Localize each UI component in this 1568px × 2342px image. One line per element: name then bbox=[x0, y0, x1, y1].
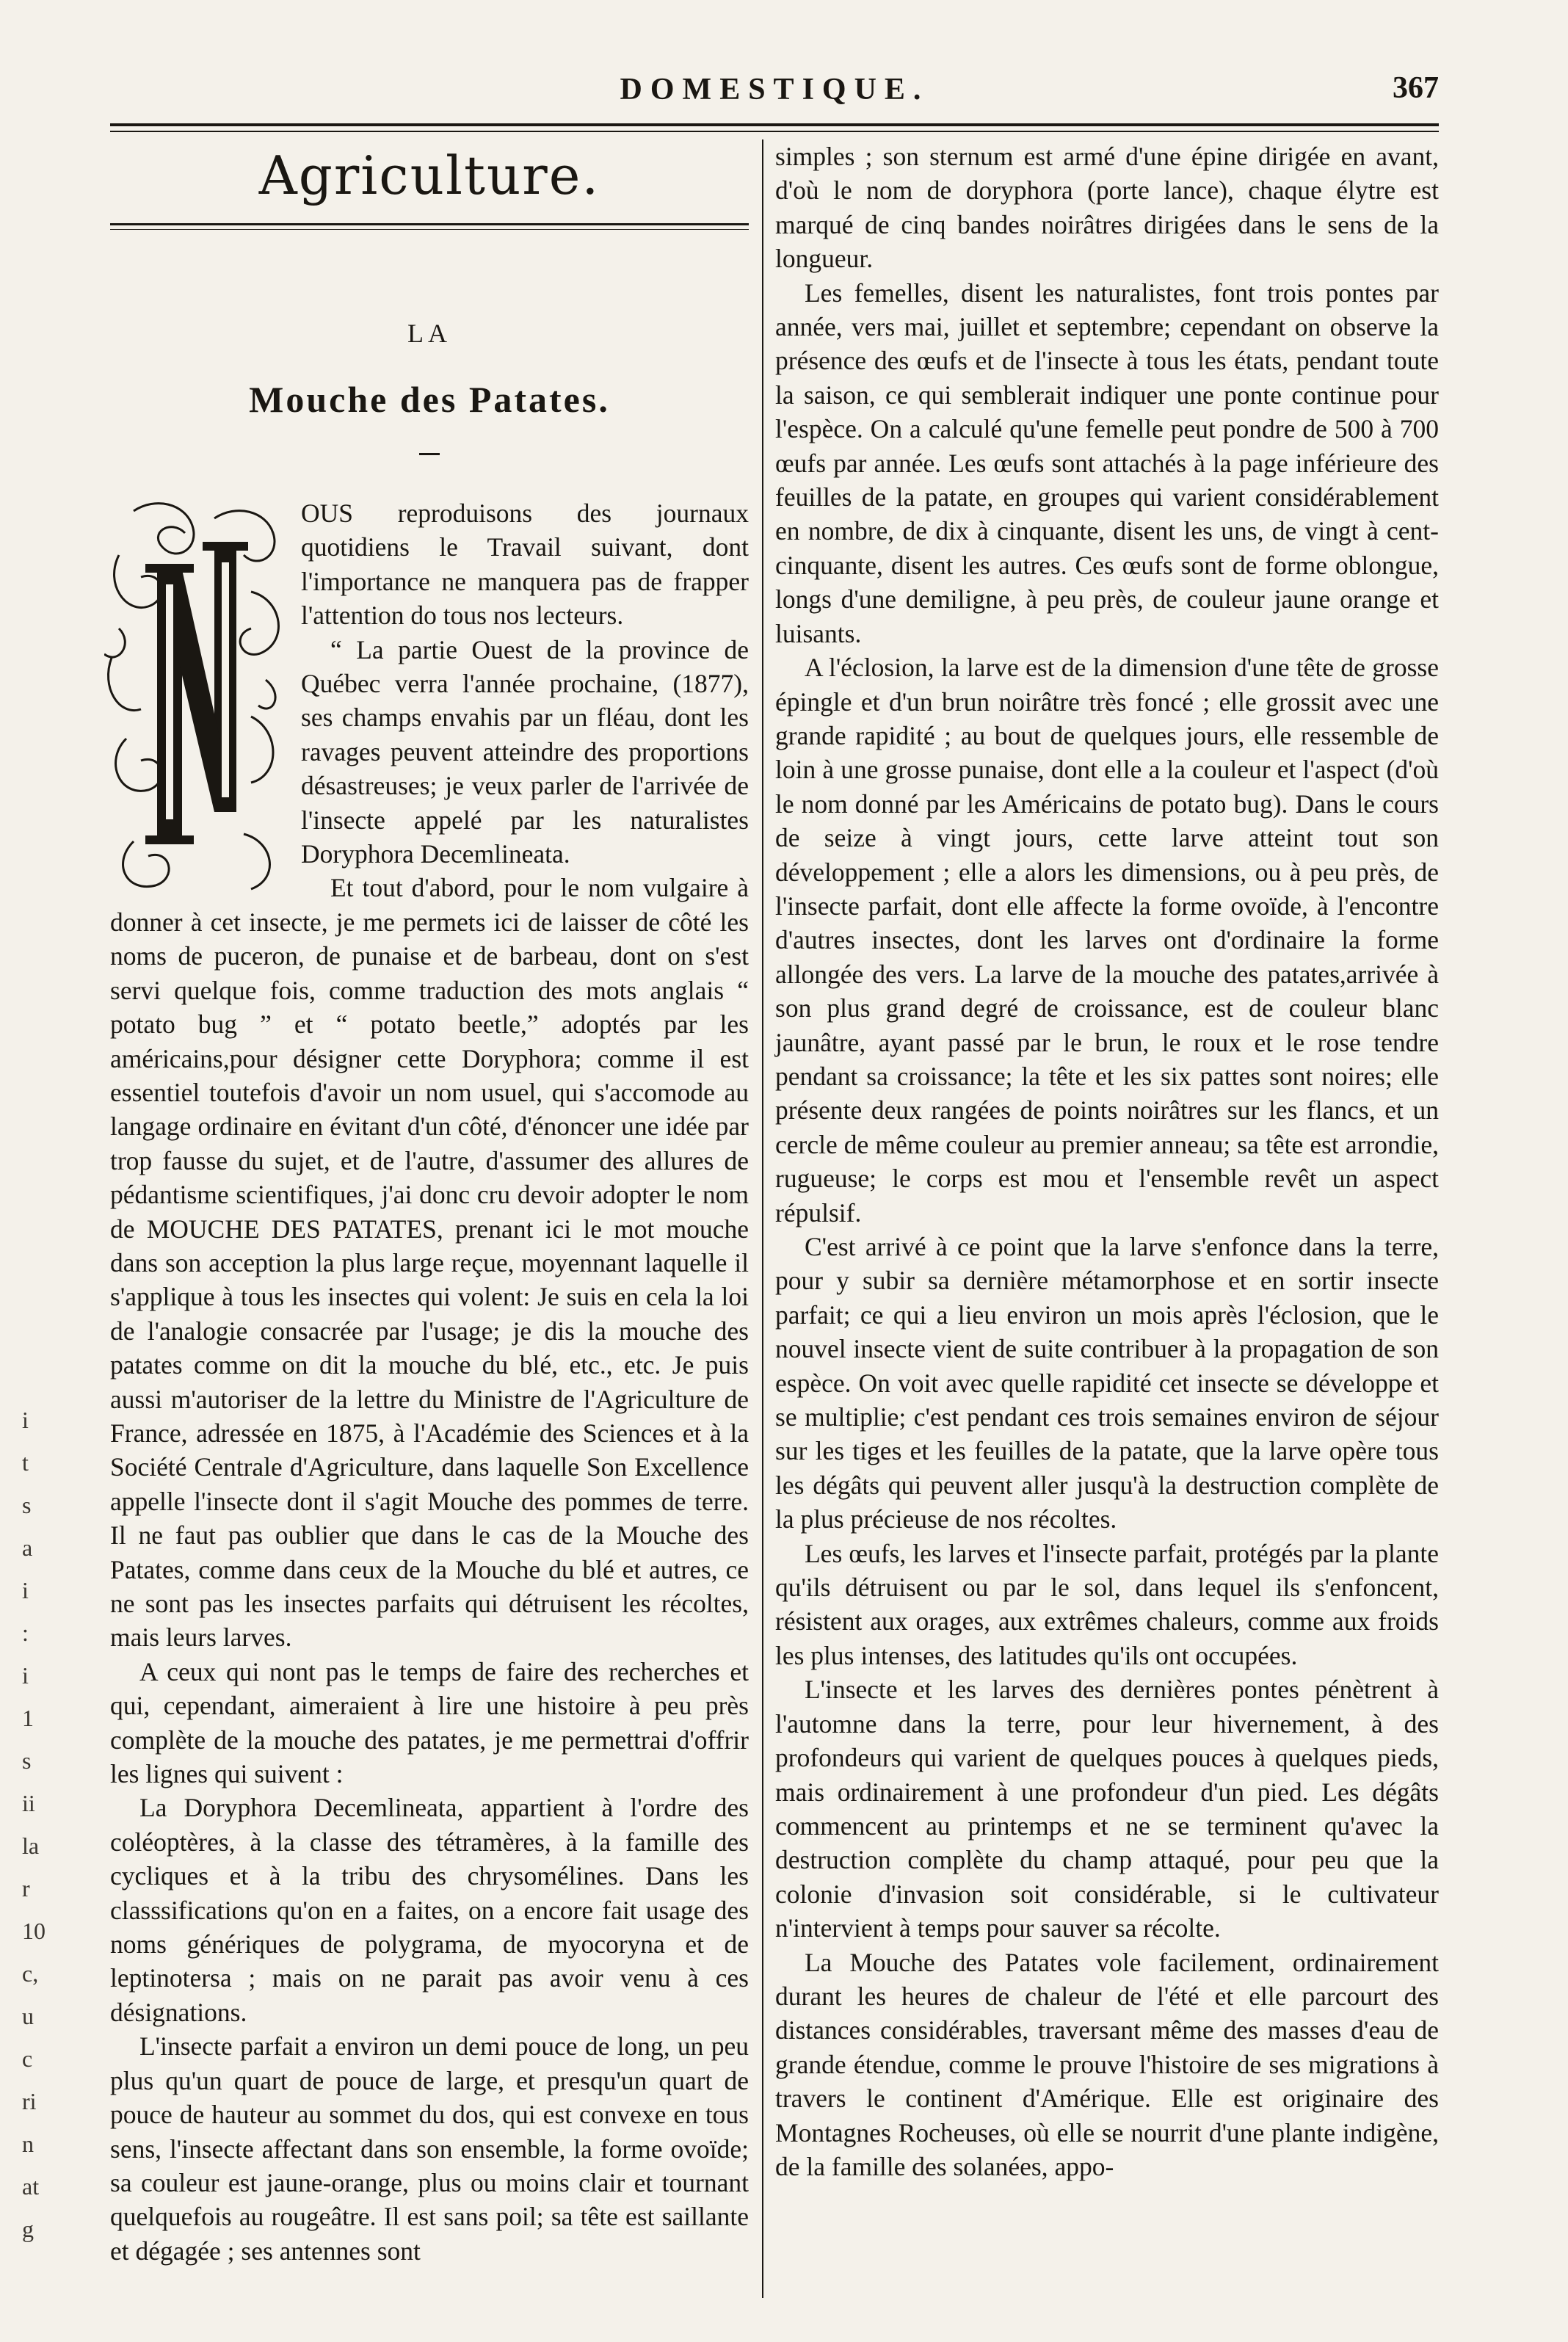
paragraph: La Mouche des Patates vole facilement, ordinairement durant les heures de chaleur de l'été et elle parcourt des distances considérables, traversant même des masses d'eau de grande étendue, comme le prouve l'histoire de ses migrations à travers le continent d'Amérique. Elle est originaire des Montagnes Rocheuses, où elle se nourrit d'une plante indigène, de la famille des solanées, appo- bbox=[775, 1947, 1439, 2181]
title-ornament-dash bbox=[419, 453, 440, 455]
paragraph: Les femelles, disent les naturalistes, font trois pontes par année, vers mai, juillet et septembre; cependant on observe la présence des œufs et de l'insecte à tous les états, pendant toute la saison, ce qui semblerait indiquer une ponte continue pour l'espèce. On a calculé qu'une femelle peut pondre de 500 à 700 œufs par année. Les œufs sont attachés à la page inférieure des feuilles de la patate, en groupes qui varient considérablement en nombre, de dix à cinquante, disent les uns, de vingt à cent-cinquante, disent les autres. Ces œufs sont de forme oblongue, longs d'une demiligne, à peu près, de couleur jaune orange et luisants. bbox=[775, 278, 1439, 648]
margin-mark: ri bbox=[22, 2088, 37, 2114]
paragraph: L'insecte parfait a environ un demi pouce de long, un peu plus qu'un quart de pouce de large, et presqu'un quart de pouce de hauteur au sommet du dos, qui est convexe en tous sens, l'insecte affectant dans son ensemble, la forme ovoïde; sa couleur est jaune-orange, plus ou moins clair et tournant quelquefois au rougeâtre. Il est sans poil; sa tête est saillante et dégagée ; ses antennes sont bbox=[110, 2031, 749, 2266]
margin-mark: c bbox=[22, 2045, 33, 2072]
paragraph: La Doryphora Decemlineata, appartient à l'ordre des coléoptères, à la classe des tétramères, à la famille des cycliques et à la tribu des chrysomélines. Dans les classsifications qu'on en a faites, on a encore fait usage des noms génériques de polygrama, de myocoryna et de leptinotersa ; mais on ne parait pas avoir venu à ces désignations. bbox=[110, 1793, 749, 2027]
paragraph: L'insecte et les larves des dernières pontes pénètrent à l'automne dans la terre, pour leur hivernement, à des profondeurs qui varient de quelques pouces à quelques pieds, mais ordinairement à une profondeur d'un pied. Les dégâts commencent au printemps et ne se terminent qu'avec la destruction complète du champ attaqué, pour peu que la colonie d'invasion soit considérable, si le cultivateur n'intervient à temps pour sauver sa récolte. bbox=[775, 1675, 1439, 1943]
page-number: 367 bbox=[1393, 71, 1439, 105]
paragraph: simples ; son sternum est armé d'une épine dirigée en avant, d'où le nom de doryphora (porte lance), chaque élytre est marqué de cinq bandes noirâtres dirigées dans le sens de la longueur. bbox=[775, 142, 1439, 274]
margin-mark: 10 bbox=[22, 1918, 46, 1944]
margin-mark: at bbox=[22, 2173, 40, 2200]
margin-mark: ii bbox=[22, 1790, 35, 1816]
margin-mark: : bbox=[22, 1620, 29, 1646]
paragraph: A l'éclosion, la larve est de la dimension d'une tête de grosse épingle et d'un brun noirâtre très foncé ; elle grossit avec une grande rapidité ; au bout de quelques jours, elle ressemble de loin à une grosse punaise, dont elle a la couleur et l'aspect (d'où le nom donné par les Américains de potato bug). Dans le cours de seize à vingt jours, cette larve atteint tout son développement ; elle a alors les dimensions, ou à peu près, de l'insecte parfait, dont elle affecte la forme ovoïde, à l'encontre d'autres insectes, dont les larves ont d'ordinaire la forme allongée des vers. La larve de la mouche des patates,arrivée à son plus grand degré de croissance, est de couleur blanc jaunâtre, ayant passé par le brun, le roux et le rose tendre pendant sa croissance; la tête et les six pattes sont noires; elle présente deux rangées de points noirâtres sur les flancs, et un cercle de même couleur au premier anneau; sa tête est arrondie, rugueuse; le corps est mou et l'ensemble revêt un aspect répulsif. bbox=[775, 653, 1439, 1228]
column-divider bbox=[762, 139, 763, 2298]
newspaper-page bbox=[110, 66, 1439, 2298]
margin-mark: s bbox=[22, 1492, 32, 1518]
margin-mark: i bbox=[22, 1407, 29, 1433]
paragraph: C'est arrivé à ce point que la larve s'enfonce dans la terre, pour y subir sa dernière métamorphose et en sortir insecte parfait; ce qui a lieu environ un mois après l'éclosion, que le nouvel insecte vient de suite contribuer à la propagation de son espèce. On voit avec quelle rapidité cet insecte se développe et se multiplie; c'est pendant ces trois semaines environ de séjour sur les tiges et les feuilles de la patate, que la larve opère tous les dégâts qui peuvent aller jusqu'à la destruction complète de la plus précieuse de nos récoltes. bbox=[775, 1232, 1439, 1534]
header-rule-thin bbox=[110, 131, 1439, 132]
paragraph: OUS reproduisons des journaux quotidiens le Travail suivant, dont l'importance ne manquera pas de frapper l'attention do tous nos lecteurs. bbox=[301, 499, 749, 631]
margin-mark: r bbox=[22, 1875, 30, 1901]
article-left-text bbox=[110, 496, 749, 2268]
right-column bbox=[775, 139, 1439, 2183]
margin-mark: s bbox=[22, 1747, 32, 1774]
paragraph: “ La partie Ouest de la province de Québec verra l'année prochaine, (1877), ses champs envahis par un fléau, dont les ravages peuvent atteindre des proportions désastreuses; je veux parler de l'arrivée de l'insecte appelé par les naturalistes Doryphora Decemlineata. bbox=[301, 634, 749, 869]
paragraph: Les œufs, les larves et l'insecte parfait, protégés par la plante qu'ils détruisent ou par le sol, dans lequel ils s'enfoncent, résistent aux orages, aux extrêmes chaleurs, comme aux froids les plus intenses, des latitudes qu'ils ont occupées. bbox=[775, 1538, 1439, 1670]
margin-mark: n bbox=[22, 2131, 34, 2157]
margin-mark: i bbox=[22, 1662, 29, 1689]
margin-mark: g bbox=[22, 2216, 34, 2242]
margin-mark: 1 bbox=[22, 1705, 34, 1731]
left-column bbox=[110, 139, 749, 2268]
margin-mark: c, bbox=[22, 1960, 39, 1987]
paragraph: A ceux qui nont pas le temps de faire des recherches et qui, cependant, aimeraient à lire une histoire à peu près complète de la mouche des patates, je me permettrai d'offrir les lignes qui suivent : bbox=[110, 1656, 749, 1789]
margin-mark: a bbox=[22, 1534, 33, 1561]
margin-bleed-marks bbox=[22, 1399, 51, 2250]
section-rules bbox=[110, 223, 749, 230]
article-title-small: LA bbox=[407, 319, 451, 348]
section-title: Agriculture. bbox=[258, 145, 600, 206]
ornamental-dropcap bbox=[104, 496, 291, 897]
page-header bbox=[110, 66, 1439, 117]
dropcap-ornament-icon bbox=[104, 496, 291, 897]
article-title: Mouche des Patates. bbox=[249, 379, 610, 420]
margin-mark: i bbox=[22, 1577, 29, 1603]
margin-mark: u bbox=[22, 2003, 34, 2029]
running-title: DOMESTIQUE. bbox=[620, 73, 929, 106]
paragraph: Et tout d'abord, pour le nom vulgaire à donner à cet insecte, je me permets ici de laisser de côté les noms de puceron, de punaise et de barbeau, dont on s'est servi quelque fois, comme traduction des mots anglais “ potato bug ” et “ potato beetle,” adoptés par les américains,pour désigner cette Doryphora; comme il est essentiel toutefois d'avoir un nom usuel, qui s'accomode au langage ordinaire en évitant d'un côté, d'énoncer une idée par trop fausse du sujet, et de l'autre, d'assumer des allures de pédantisme scientifiques, j'ai donc cru devoir adopter le nom de MOUCHE DES PATATES, prenant ici le mot mouche dans son acception la plus large reçue, moyennant laquelle il s'applique à tous les insectes qui volent: Je suis en cela la loi de l'analogie consacrée par l'usage; je dis la mouche des patates comme on dit la mouche du blé, etc., etc. Je puis aussi m'autoriser de la lettre du Ministre de l'Agriculture de France, adressée en 1875, à l'Académie des Sciences et à la Société Centrale d'Agriculture, dans laquelle Son Excellence appelle l'insecte dont il s'agit Mouche des pommes de terre. Il ne faut pas oublier que dans le cas de la Mouche des Patates, comme dans ceux de la Mouche du blé et autres, ce ne sont pas les insectes parfaits qui détruisent les récoltes, mais leurs larves. bbox=[110, 873, 749, 1653]
margin-mark: la bbox=[22, 1832, 40, 1859]
header-rule-thick bbox=[110, 123, 1439, 126]
margin-mark: t bbox=[22, 1449, 29, 1476]
